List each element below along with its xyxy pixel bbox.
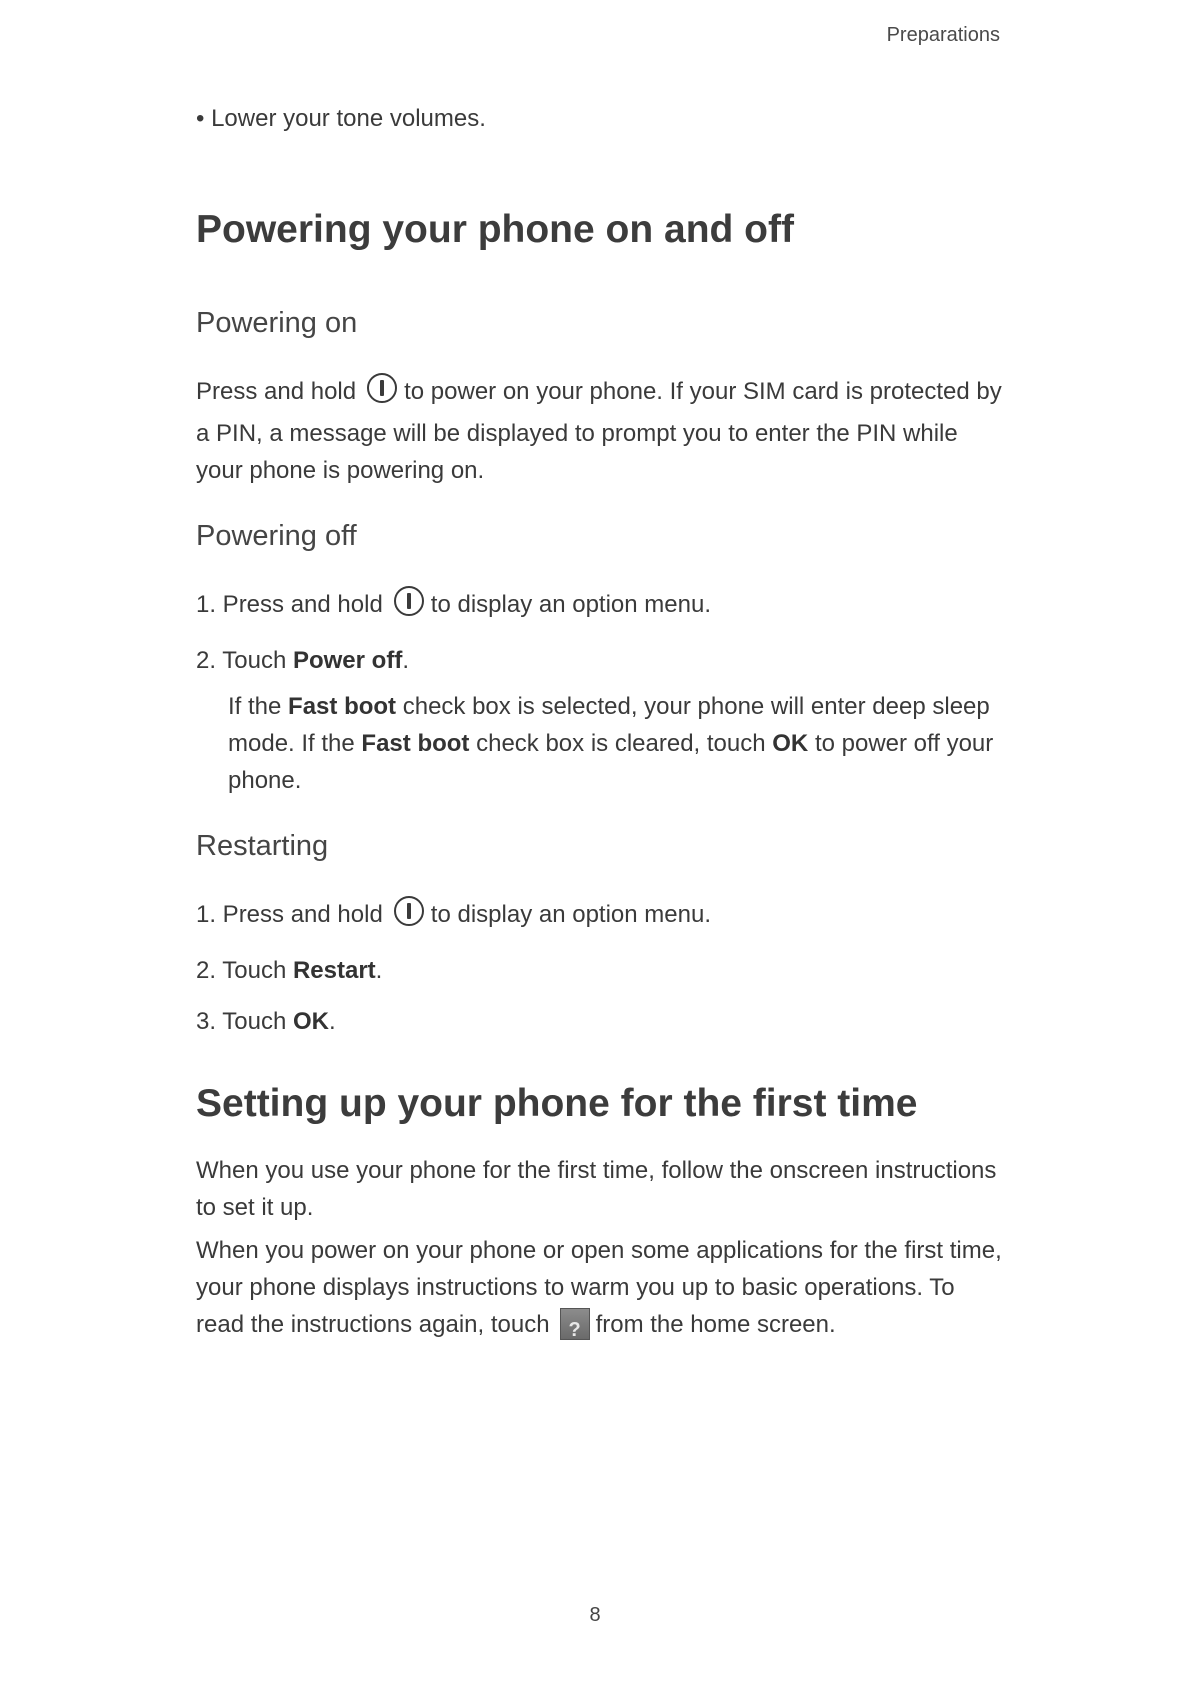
step-punctuation: . [328, 1008, 336, 1035]
fast-boot-label: Fast boot [361, 730, 470, 757]
powering-off-step-1 [196, 585, 1006, 628]
restart-label: Restart [292, 957, 376, 984]
step-text: 1. Press and hold [196, 901, 383, 928]
step-text: 2. Touch [196, 647, 287, 674]
help-glyph: ? [568, 1319, 581, 1341]
page-number: 8 [589, 1604, 601, 1626]
setup-paragraph-2 [196, 1232, 1006, 1343]
step-punctuation: . [402, 647, 409, 674]
restart-step-3 [196, 1003, 1006, 1040]
fast-boot-note [196, 688, 1006, 799]
subsection-title-powering-off: Powering off [196, 520, 357, 552]
step-text-rest: to display an option menu. [430, 591, 711, 618]
intro-bullet: • Lower your tone volumes. [196, 105, 486, 132]
step-text-rest: to display an option menu. [430, 901, 711, 928]
power-off-label: Power off [292, 647, 403, 674]
powering-on-paragraph [196, 372, 1006, 489]
powering-off-step-2 [196, 642, 1006, 679]
ok-label: OK [292, 1008, 329, 1035]
restart-step-2 [196, 952, 1006, 989]
powering-on-text-start: Press and hold [196, 378, 357, 405]
help-icon [560, 1308, 590, 1340]
fast-boot-label: Fast boot [288, 693, 397, 720]
step-text: 2. Touch [196, 957, 287, 984]
note-text: If the [228, 693, 282, 720]
note-text: to power off your phone. [228, 730, 994, 794]
ok-label: OK [772, 730, 809, 757]
power-button-icon [393, 895, 425, 938]
section-title-setup: Setting up your phone for the first time [196, 1082, 918, 1125]
restart-step-1 [196, 895, 1006, 938]
power-button-icon [366, 372, 398, 415]
step-text: 3. Touch [196, 1008, 287, 1035]
section-title-powering: Powering your phone on and off [196, 208, 794, 251]
power-button-icon [393, 585, 425, 628]
running-header: Preparations [886, 24, 1000, 46]
note-text: check box is cleared, touch [476, 730, 766, 757]
page-content [196, 100, 1006, 1343]
step-punctuation: . [375, 957, 383, 984]
setup-paragraph-1: When you use your phone for the first time, follow the onscreen instructions to set it up. [196, 1157, 997, 1221]
note-text: check box is selected, your phone will enter deep sleep mode. If the [228, 693, 990, 757]
subsection-title-powering-on: Powering on [196, 307, 358, 339]
subsection-title-restarting: Restarting [196, 830, 329, 862]
setup-text-rest: from the home screen. [595, 1311, 836, 1338]
step-text: 1. Press and hold [196, 591, 383, 618]
setup-text-start: When you power on your phone or open some applications for the first time, your phone displays instructions to warm you up to basic operations. To read the instructions again, touch [196, 1237, 1002, 1338]
powering-on-text-rest: to power on your phone. If your SIM card is protected by a PIN, a message will be displayed to prompt you to enter the PIN while your phone is powering on. [196, 378, 1002, 484]
